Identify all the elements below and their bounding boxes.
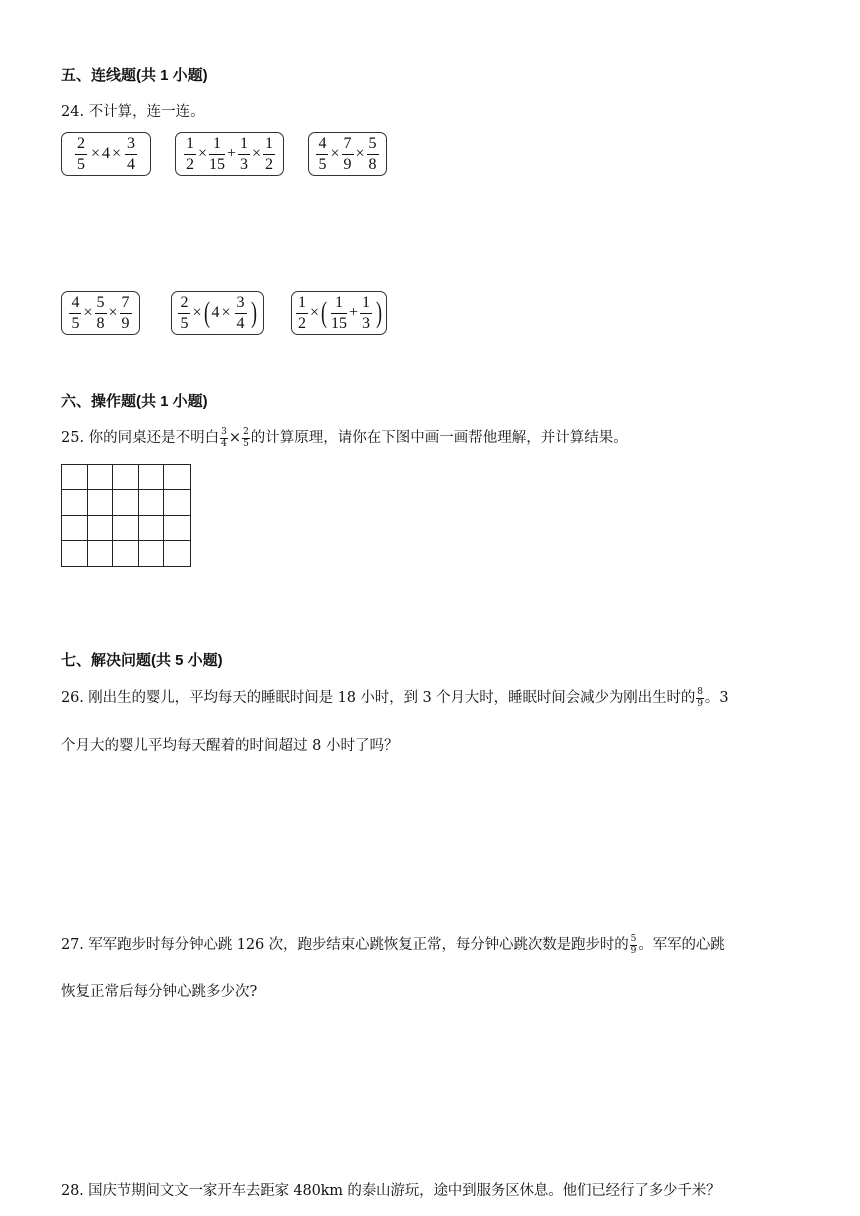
grid-cell[interactable]: [164, 465, 190, 490]
fraction: $\frac{1}{2}$: [185, 134, 194, 173]
grid-cell[interactable]: [139, 490, 165, 515]
section-5-heading: 五、连线题(共 1 小题): [61, 67, 208, 84]
fraction: $\frac{1}{3}$: [240, 134, 249, 173]
fraction: $\frac{2}{5}$: [76, 134, 85, 173]
fraction: $\frac{3}{4}$: [236, 293, 245, 332]
grid-cell[interactable]: [139, 516, 165, 541]
fraction-b: $\frac{2}{5}$: [243, 426, 249, 449]
question-24-text: 24. 不计算，连一连。: [61, 104, 205, 120]
fraction-a: $\frac{3}{4}$: [221, 426, 227, 449]
expression-box-top-2[interactable]: $\frac{1}{2}$ × $\frac{1}{15}$ + $\frac{1}{3}$ × $\frac{1}{2}$: [175, 132, 284, 176]
question-27-line-1: 27. 军军跑步时每分钟心跳 126 次，跑步结束心跳恢复正常，每分钟心跳次数是跑步时的 $\frac{5}{9}$ 。军军的心跳: [61, 933, 725, 956]
expression-box-top-1[interactable]: $\frac{2}{5}$ × 4 × $\frac{3}{4}$: [61, 132, 151, 176]
fraction: $\frac{7}{9}$: [343, 134, 352, 173]
fraction: $\frac{3}{4}$: [127, 134, 136, 173]
fraction: $\frac{1}{15}$: [331, 293, 347, 332]
grid-cell[interactable]: [139, 541, 165, 566]
grid-cell[interactable]: [113, 465, 139, 490]
question-27-line-2: 恢复正常后每分钟心跳多少次?: [61, 984, 258, 1000]
section-7-heading: 七、解决问题(共 5 小题): [61, 652, 223, 669]
grid-cell[interactable]: [62, 465, 88, 490]
grid-cell[interactable]: [113, 541, 139, 566]
fraction: $\frac{4}{5}$: [318, 134, 327, 173]
fraction: $\frac{5}{8}$: [96, 293, 105, 332]
grid-cell[interactable]: [88, 541, 114, 566]
fraction: $\frac{7}{9}$: [121, 293, 130, 332]
question-26-line-2: 个月大的婴儿平均每天醒着的时间超过 8 小时了吗？: [61, 738, 399, 754]
grid-cell[interactable]: [62, 490, 88, 515]
grid-cell[interactable]: [88, 465, 114, 490]
drawing-grid[interactable]: [61, 464, 191, 567]
grid-cell[interactable]: [164, 541, 190, 566]
fraction: $\frac{5}{8}$: [368, 134, 377, 173]
fraction: $\frac{1}{3}$: [362, 293, 371, 332]
expression-box-bottom-1[interactable]: $\frac{4}{5}$ × $\frac{5}{8}$ × $\frac{7}{9}$: [61, 291, 140, 335]
grid-cell[interactable]: [164, 516, 190, 541]
fraction: $\frac{1}{15}$: [208, 134, 225, 173]
expression-box-bottom-3[interactable]: $\frac{1}{2}$ × ( $\frac{1}{15}$ + $\frac{1}{3}$ ): [291, 291, 387, 335]
grid-cell[interactable]: [62, 516, 88, 541]
fraction: $\frac{1}{2}$: [297, 293, 306, 332]
grid-cell[interactable]: [113, 490, 139, 515]
fraction: $\frac{5}{9}$: [630, 933, 637, 956]
question-25-text: 25. 你的同桌还是不明白 $\frac{3}{4}$ × $\frac{2}{5}$ 的计算原理，请你在下图中画一画帮他理解，并计算结果。: [61, 426, 628, 449]
grid-cell[interactable]: [139, 465, 165, 490]
expression-box-top-3[interactable]: $\frac{4}{5}$ × $\frac{7}{9}$ × $\frac{5}{8}$: [308, 132, 387, 176]
grid-cell[interactable]: [88, 516, 114, 541]
section-6-heading: 六、操作题(共 1 小题): [61, 393, 208, 410]
fraction: $\frac{1}{2}$: [265, 134, 274, 173]
question-26-line-1: 26. 刚出生的婴儿，平均每天的睡眠时间是 18 小时，到 3 个月大时，睡眠时间会减少为刚出生时的 $\frac{8}{9}$ 。3: [61, 686, 729, 709]
grid-cell[interactable]: [62, 541, 88, 566]
expression-box-bottom-2[interactable]: $\frac{2}{5}$ × ( 4 × $\frac{3}{4}$ ): [171, 291, 264, 335]
fraction: $\frac{8}{9}$: [697, 686, 703, 709]
fraction: $\frac{2}{5}$: [180, 293, 189, 332]
question-28-text: 28. 国庆节期间文文一家开车去距家 480km 的泰山游玩，途中到服务区休息。他们已经行了多少千米？: [61, 1183, 721, 1199]
fraction: $\frac{4}{5}$: [71, 293, 80, 332]
grid-cell[interactable]: [88, 490, 114, 515]
grid-cell[interactable]: [164, 490, 190, 515]
grid-cell[interactable]: [113, 516, 139, 541]
